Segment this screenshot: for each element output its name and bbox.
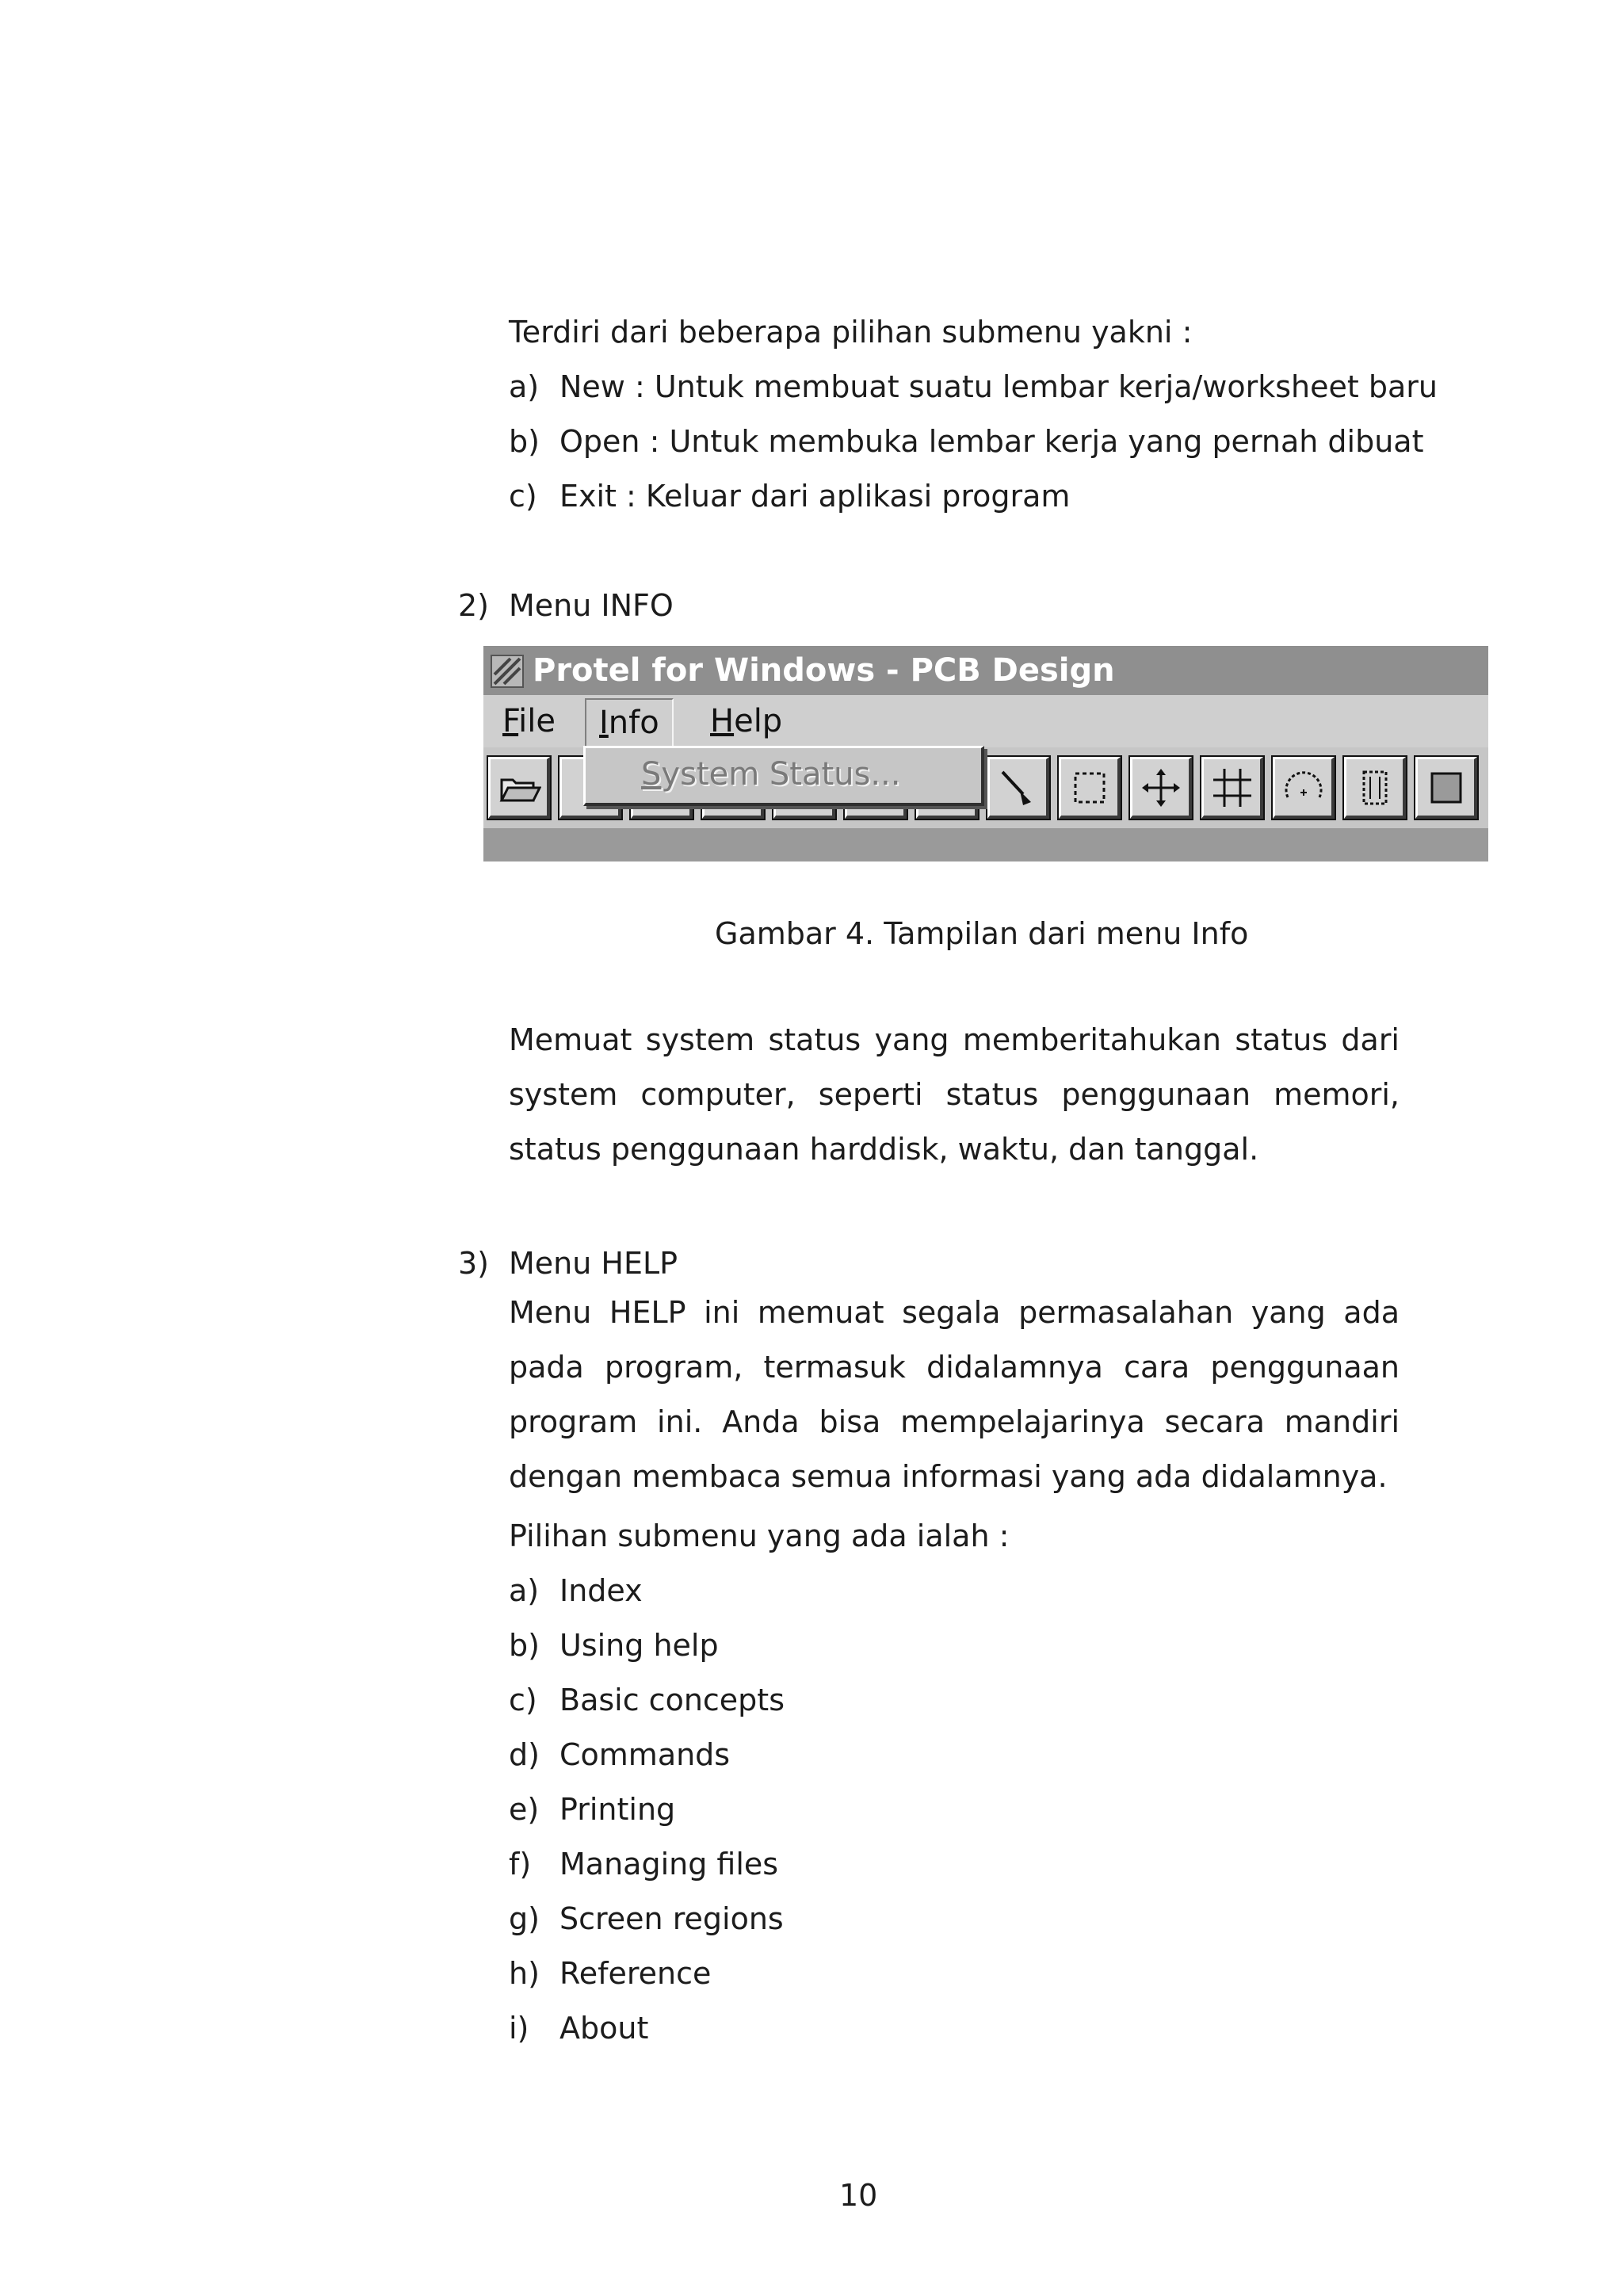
list-item	[509, 479, 1071, 514]
list-item-label: g)	[509, 1901, 540, 1936]
help-description: Menu HELP ini memuat segala permasalahan yang ada pada program, termasuk didalamnya cara penggunaan program ini. Anda bisa mempelajarinya secara mandiri dengan membaca semua informasi yang ada didalamnya.	[509, 1295, 1400, 1494]
workspace-strip	[483, 828, 1488, 861]
list-item	[509, 1573, 643, 1608]
list-item-label: d)	[509, 1737, 540, 1772]
list-item-text: Printing	[559, 1792, 676, 1827]
list-item-text: Exit : Keluar dari aplikasi program	[559, 479, 1071, 514]
list-item-label: e)	[509, 1792, 540, 1827]
list-item-label: a)	[509, 1573, 540, 1608]
list-item-label: f)	[509, 1847, 532, 1881]
list-item	[509, 2011, 649, 2046]
list-item-label: c)	[509, 1683, 537, 1717]
list-item-text: Using help	[559, 1628, 719, 1663]
select-box-icon	[1067, 766, 1112, 810]
section-heading-info	[458, 590, 674, 621]
help-intro-text: Pilihan submenu yang ada ialah :	[509, 1519, 1010, 1553]
list-item-label: b)	[509, 1628, 540, 1663]
app-icon	[490, 654, 525, 689]
list-item	[509, 1628, 719, 1663]
list-item-text: Basic concepts	[559, 1683, 785, 1717]
section-title: Menu HELP	[509, 1246, 678, 1281]
list-item-label: i)	[509, 2011, 529, 2046]
open-folder-icon	[497, 766, 541, 810]
figure-caption: Gambar 4. Tampilan dari menu Info	[715, 916, 1249, 951]
open-folder-button[interactable]	[488, 757, 550, 819]
window-title: Protel for Windows - PCB Design	[533, 652, 1115, 689]
component-button[interactable]	[1344, 757, 1406, 819]
select-box-button[interactable]	[1059, 757, 1121, 819]
section-number: 2)	[458, 588, 490, 623]
grid-icon	[1210, 766, 1254, 810]
list-item-text: Commands	[559, 1737, 731, 1772]
list-item-text: Reference	[559, 1956, 712, 1991]
list-item	[509, 1792, 676, 1827]
menu-info[interactable]: Info	[585, 698, 674, 747]
list-item-text: Index	[559, 1573, 643, 1608]
list-item-label: b)	[509, 424, 540, 459]
section-heading-help	[458, 1246, 678, 1281]
pointer-button[interactable]	[987, 757, 1049, 819]
menu-file[interactable]: File	[502, 703, 556, 739]
arc-icon	[1281, 766, 1326, 810]
list-item-text: New : Untuk membuat suatu lembar kerja/worksheet baru	[559, 369, 1438, 404]
list-item-label: h)	[509, 1956, 540, 1991]
pointer-icon	[996, 766, 1041, 810]
menu-bar	[483, 695, 1488, 747]
info-description: Memuat system status yang memberitahukan status dari system computer, seperti status penggunaan memori, status penggunaan harddisk, waktu, dan tanggal.	[509, 1022, 1400, 1167]
move-button[interactable]	[1130, 757, 1192, 819]
page-number: 10	[839, 2178, 878, 2213]
arc-button[interactable]	[1273, 757, 1335, 819]
list-item-text: Managing files	[559, 1847, 779, 1881]
grid-button[interactable]	[1201, 757, 1263, 819]
section-title: Menu INFO	[509, 588, 674, 623]
move-icon	[1139, 766, 1183, 810]
pad-button[interactable]	[1415, 757, 1477, 819]
list-item	[509, 1737, 731, 1772]
list-item	[509, 369, 1438, 404]
list-item	[509, 1901, 784, 1936]
section-number: 3)	[458, 1246, 490, 1281]
list-item	[509, 1849, 778, 1879]
menu-help[interactable]: Help	[710, 703, 783, 739]
list-item-label: a)	[509, 369, 540, 404]
intro-text: Terdiri dari beberapa pilihan submenu yakni :	[509, 315, 1193, 350]
info-dropdown-menu	[583, 746, 984, 806]
list-item	[509, 426, 1424, 457]
menu-item-system-status[interactable]: System Status...	[641, 756, 901, 793]
window-titlebar	[483, 646, 1488, 695]
list-item-text: Screen regions	[559, 1901, 784, 1936]
list-item-text: About	[559, 2011, 649, 2046]
menu-info-screenshot	[483, 646, 1488, 861]
list-item	[509, 1956, 712, 1991]
pad-icon	[1424, 766, 1468, 810]
component-icon	[1353, 766, 1397, 810]
list-item-label: c)	[509, 479, 537, 514]
list-item	[509, 1685, 785, 1715]
list-item-text: Open : Untuk membuka lembar kerja yang pernah dibuat	[559, 424, 1424, 459]
